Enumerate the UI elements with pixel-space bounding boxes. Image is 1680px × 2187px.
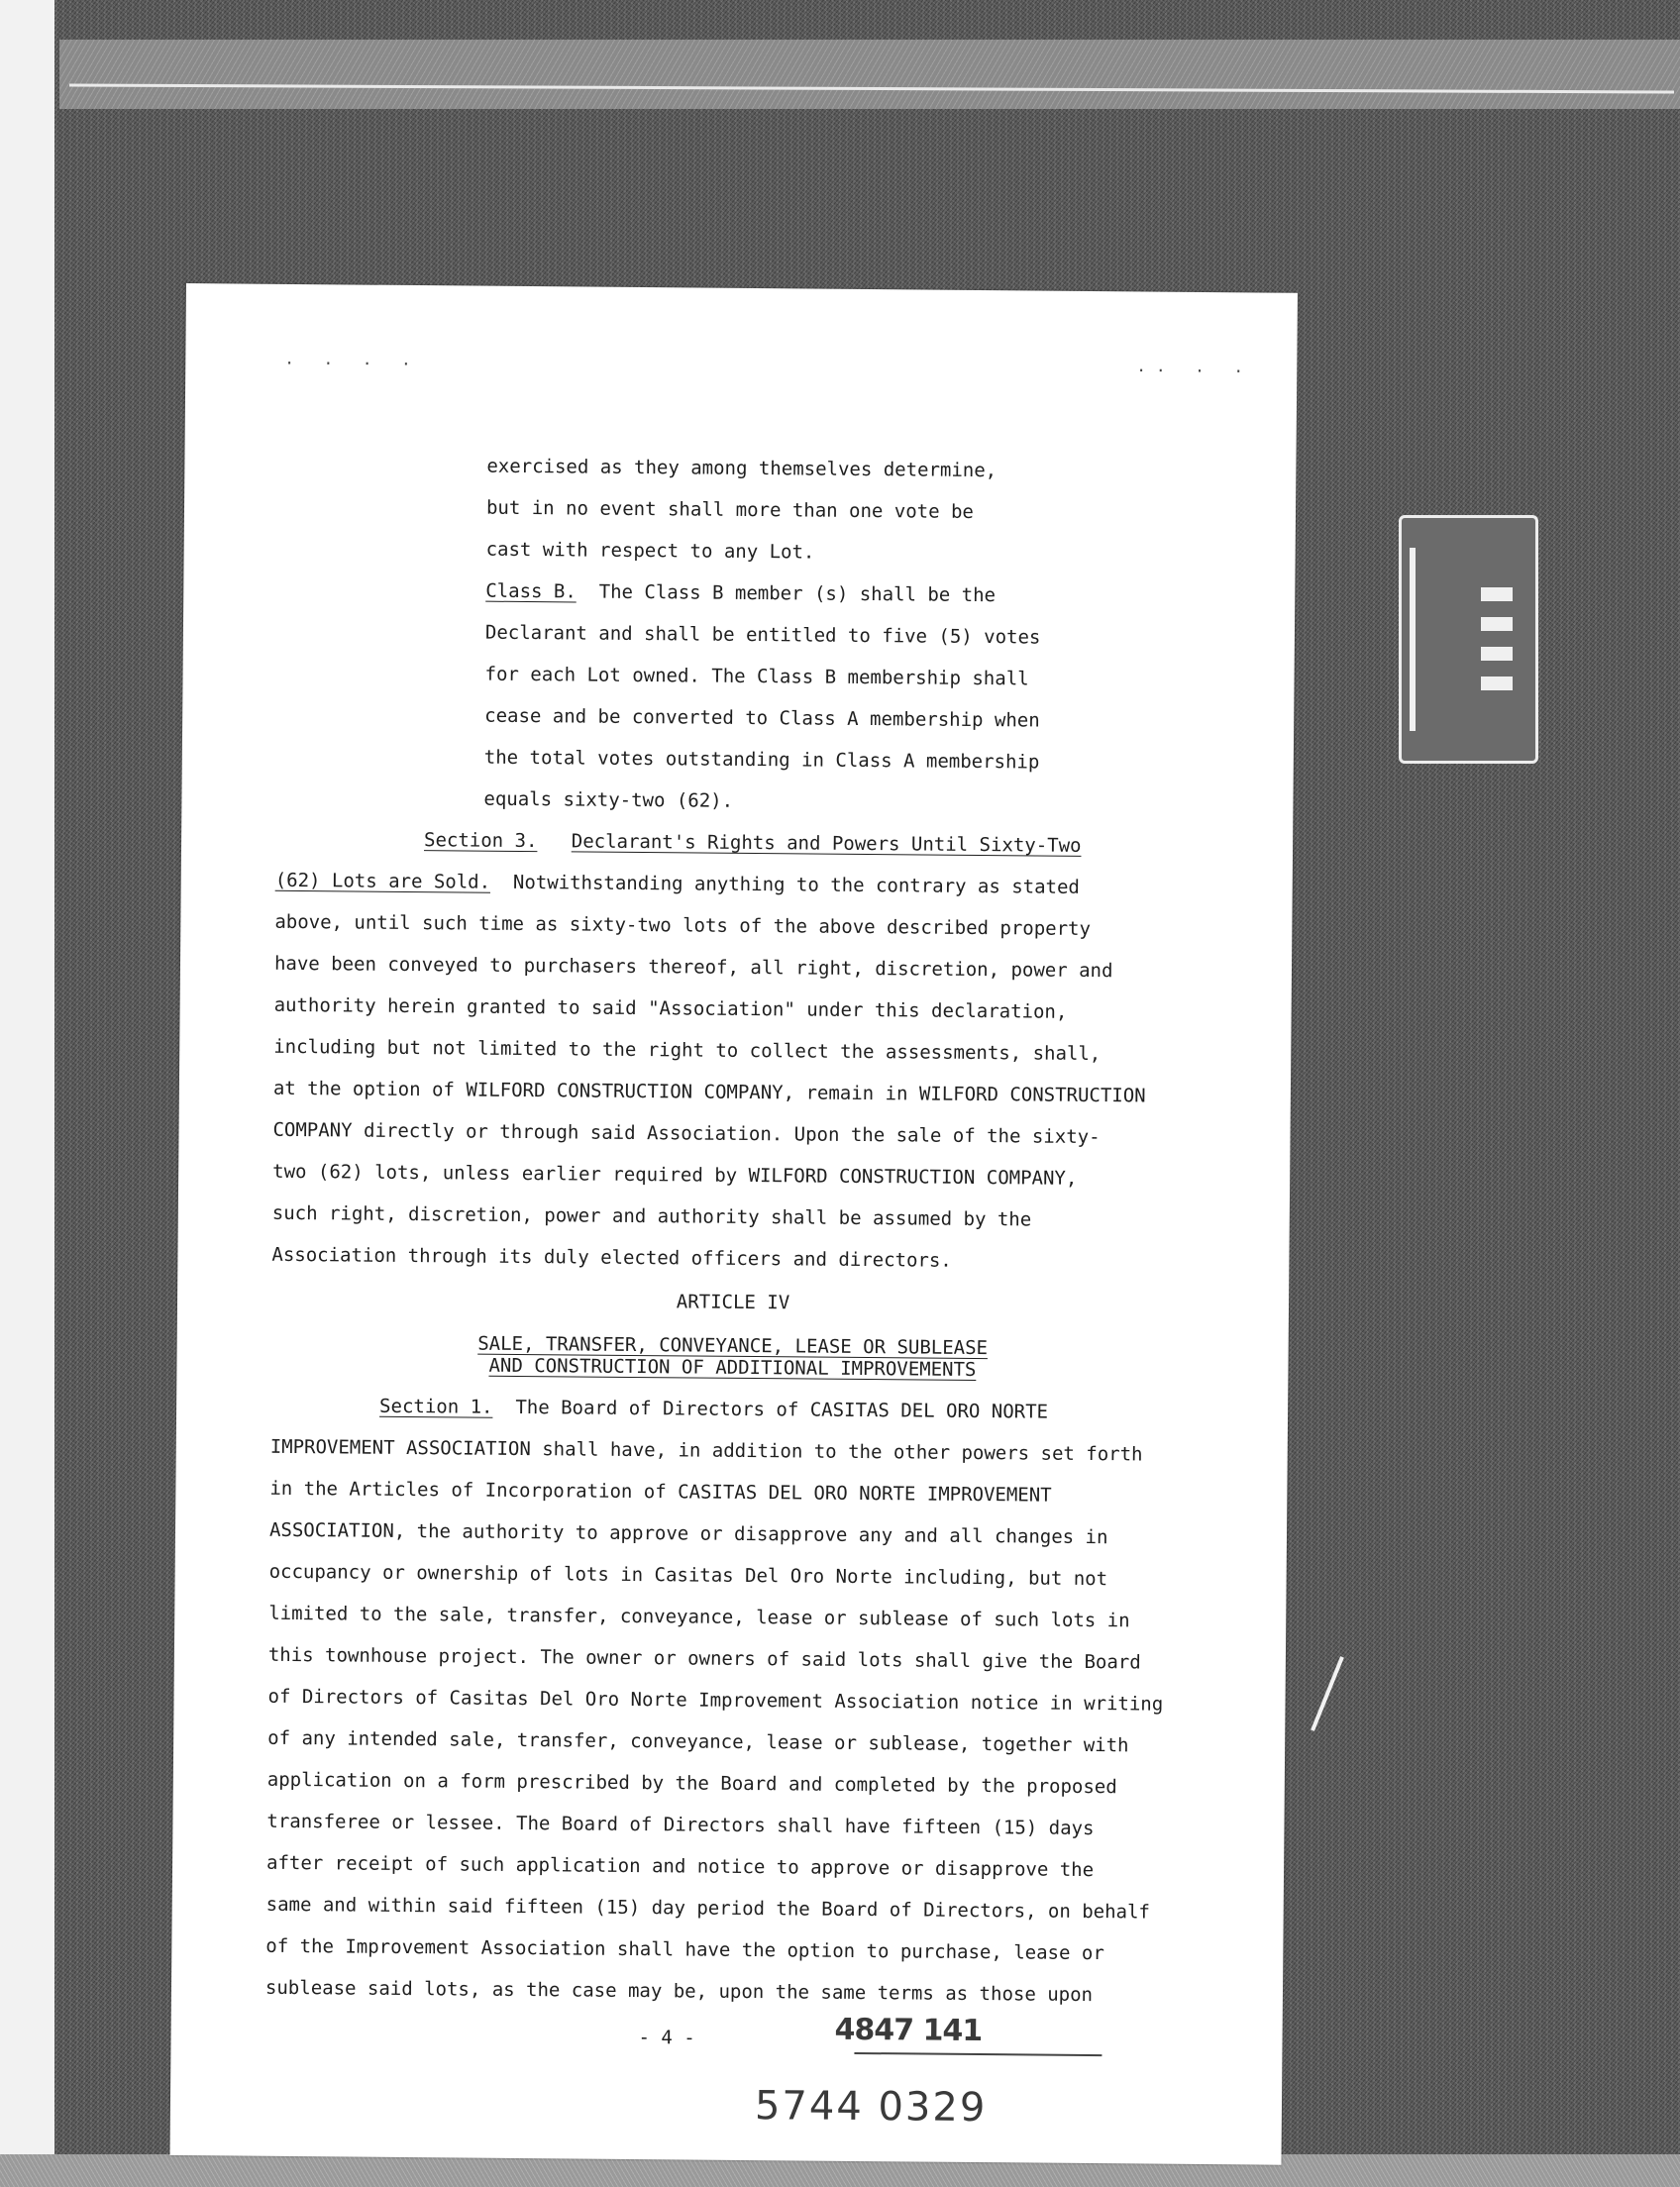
section-3-title: Declarant's Rights and Powers Until Sixty-Two [571,830,1082,857]
binder-tab-slot [1481,677,1513,690]
binder-tab-slot [1481,617,1513,631]
section-3-heading [424,828,1082,858]
doc-line: of the Improvement Association shall have the option to purchase, lease or [265,1934,1104,1965]
section-3-label: Section 3. [424,829,538,853]
doc-line: same and within said fifteen (15) day period the Board of Directors, on behalf [265,1893,1151,1924]
doc-line: sublease said lots, as the case may be, upon the same terms as those upon [264,1976,1094,2007]
doc-line: IMPROVEMENT ASSOCIATION shall have, in addition to the other powers set forth [269,1435,1143,1466]
doc-line: after receipt of such application and notice to approve or disapprove the [265,1851,1095,1882]
scan-specks: ·· · · [1136,361,1254,381]
doc-text: The Board of Directors of CASITAS DEL ORO NORTE [515,1396,1049,1423]
doc-line: application on a form prescribed by the Board and completed by the proposed [266,1768,1117,1799]
doc-line: including but not limited to the right to collect the assessments, shall, [273,1035,1102,1066]
binder-tab-slot [1481,647,1513,661]
doc-text: Notwithstanding anything to the contrary as stated [512,871,1080,898]
doc-line: occupancy or ownership of lots in Casitas Del Oro Norte including, but not [268,1560,1108,1591]
section-1-label: Section 1. [379,1395,493,1418]
doc-text: The Class B member (s) shall be the [598,580,997,607]
doc-line: of any intended sale, transfer, conveyance, lease or sublease, together with [267,1726,1129,1757]
doc-line: COMPANY directly or through said Association. Upon the sale of the sixty- [272,1118,1101,1149]
doc-line: transferee or lessee. The Board of Directors shall have fifteen (15) days [266,1810,1095,1840]
section-3-title-cont: (62) Lots are Sold. [274,869,491,893]
doc-line [485,579,996,607]
doc-line: have been conveyed to purchasers thereof, all right, discretion, power and [273,952,1113,983]
binder-tab-edge [1410,548,1416,731]
doc-line: Declarant and shall be entitled to five (5) votes [484,621,1041,649]
doc-line: Association through its duly elected officers and directors. [271,1243,952,1272]
scan-top-band [59,40,1680,109]
doc-line: exercised as they among themselves determine, [486,455,998,482]
doc-line: such right, discretion, power and authority shall be assumed by the [271,1201,1032,1231]
doc-line: authority herein granted to said "Association" under this declaration, [273,993,1068,1023]
section-1-heading [379,1395,1048,1424]
doc-line: but in no event shall more than one vote be [485,496,975,523]
doc-line: this townhouse project. The owner or owners of said lots shall give the Board [267,1643,1141,1674]
page-number: - 4 - [638,2027,695,2049]
doc-line: in the Articles of Incorporation of CASITAS DEL ORO NORTE IMPROVEMENT [269,1477,1052,1507]
article-title-line-2: AND CONSTRUCTION OF ADDITIONAL IMPROVEMENTS [488,1354,977,1381]
doc-line: cast with respect to any Lot. [485,538,815,564]
doc-line: the total votes outstanding in Class A membership [483,746,1040,774]
binder-tab-slot [1481,587,1513,601]
doc-line: two (62) lots, unless earlier required by WILFORD CONSTRUCTION COMPANY, [272,1160,1078,1190]
recording-book-page-stamp: 4847 141 [834,2012,983,2049]
doc-line [275,869,1080,899]
doc-line: at the option of WILFORD CONSTRUCTION COMPANY, remain in WILFORD CONSTRUCTION [272,1077,1146,1107]
doc-line: cease and be converted to Class A membership when [484,704,1040,732]
document-number-stamp: 5744 0329 [754,2083,988,2132]
doc-line: for each Lot owned. The Class B membership shall [484,663,1029,690]
doc-line: of Directors of Casitas Del Oro Norte Improvement Association notice in writing [267,1685,1164,1716]
document-page [170,283,1298,2165]
article-title-line-1: SALE, TRANSFER, CONVEYANCE, LEASE OR SUBLEASE [477,1332,989,1360]
doc-line: limited to the sale, transfer, conveyance, lease or sublease of such lots in [268,1602,1130,1632]
binder-tab [1399,515,1538,764]
scan-specks: · · · · [284,353,421,374]
article-heading: ARTICLE IV [676,1291,790,1314]
class-b-heading: Class B. [485,579,577,603]
doc-line: equals sixty-two (62). [483,787,734,812]
doc-line: ASSOCIATION, the authority to approve or disapprove any and all changes in [268,1518,1108,1549]
scan-scratch [1311,1656,1344,1731]
scan-left-margin [0,0,54,2187]
doc-line: above, until such time as sixty-two lots of the above described property [274,910,1092,940]
stamp-underline [854,2052,1102,2056]
